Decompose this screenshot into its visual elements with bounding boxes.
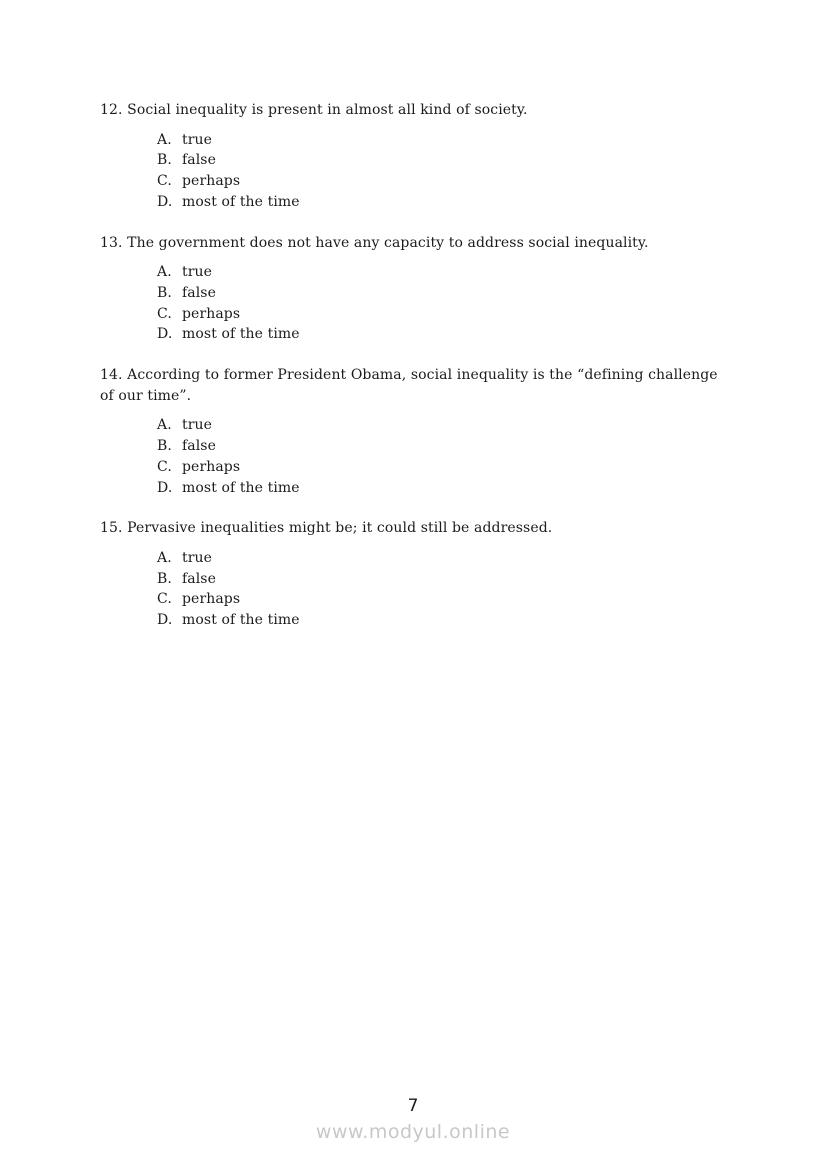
option-text: true — [182, 417, 213, 434]
question-text — [100, 100, 732, 121]
option-text: perhaps — [182, 458, 241, 475]
option-text: perhaps — [182, 591, 241, 608]
question-block — [100, 233, 732, 346]
question-number: 14. — [100, 367, 123, 384]
option-letter: B. — [157, 284, 172, 301]
option-row — [157, 130, 732, 151]
option-text: most of the time — [182, 612, 300, 629]
option-row — [157, 150, 732, 171]
question-text — [100, 365, 732, 406]
option-row — [157, 478, 732, 499]
option-row — [157, 192, 732, 213]
option-text: most of the time — [182, 326, 300, 343]
option-row — [157, 324, 732, 345]
option-row — [157, 548, 732, 569]
option-letter: A. — [157, 264, 172, 281]
option-text: most of the time — [182, 193, 300, 210]
option-letter: D. — [157, 479, 173, 496]
options-list — [157, 548, 732, 631]
options-list — [157, 262, 732, 345]
option-letter: A. — [157, 417, 172, 434]
option-row — [157, 569, 732, 590]
options-list — [157, 415, 732, 498]
option-text: true — [182, 549, 213, 566]
option-row — [157, 283, 732, 304]
option-letter: C. — [157, 305, 172, 322]
question-block — [100, 100, 732, 213]
option-letter: D. — [157, 326, 173, 343]
option-text: true — [182, 264, 213, 281]
option-text: false — [182, 284, 216, 301]
option-row — [157, 610, 732, 631]
option-row — [157, 171, 732, 192]
watermark-text: www.modyul.online — [315, 1121, 511, 1143]
question-body: Pervasive inequalities might be; it could still be addressed. — [127, 520, 553, 537]
option-row — [157, 304, 732, 325]
option-text: most of the time — [182, 479, 300, 496]
option-letter: C. — [157, 458, 172, 475]
options-list — [157, 130, 732, 213]
option-text: perhaps — [182, 173, 241, 190]
option-row — [157, 589, 732, 610]
option-letter: D. — [157, 193, 173, 210]
option-text: false — [182, 152, 216, 169]
page-number: 7 — [407, 1096, 419, 1116]
question-body: According to former President Obama, social inequality is the “defining challenge of our time”. — [100, 367, 718, 404]
option-text: perhaps — [182, 305, 241, 322]
option-letter: A. — [157, 131, 172, 148]
option-row — [157, 436, 732, 457]
option-letter: C. — [157, 591, 172, 608]
option-row — [157, 262, 732, 283]
option-letter: B. — [157, 438, 172, 455]
question-body: The government does not have any capacity to address social inequality. — [127, 234, 649, 251]
option-letter: D. — [157, 612, 173, 629]
option-letter: B. — [157, 570, 172, 587]
option-text: false — [182, 570, 216, 587]
option-row — [157, 457, 732, 478]
option-text: false — [182, 438, 216, 455]
option-letter: A. — [157, 549, 172, 566]
question-block — [100, 365, 732, 498]
question-number: 13. — [100, 234, 123, 251]
question-text — [100, 233, 732, 254]
option-text: true — [182, 131, 213, 148]
option-letter: C. — [157, 173, 172, 190]
question-text — [100, 518, 732, 539]
option-row — [157, 415, 732, 436]
question-block — [100, 518, 732, 631]
option-letter: B. — [157, 152, 172, 169]
question-body: Social inequality is present in almost all kind of society. — [127, 102, 528, 118]
questions-list — [100, 100, 732, 651]
question-number: 12. — [100, 102, 123, 118]
question-number: 15. — [100, 520, 123, 537]
